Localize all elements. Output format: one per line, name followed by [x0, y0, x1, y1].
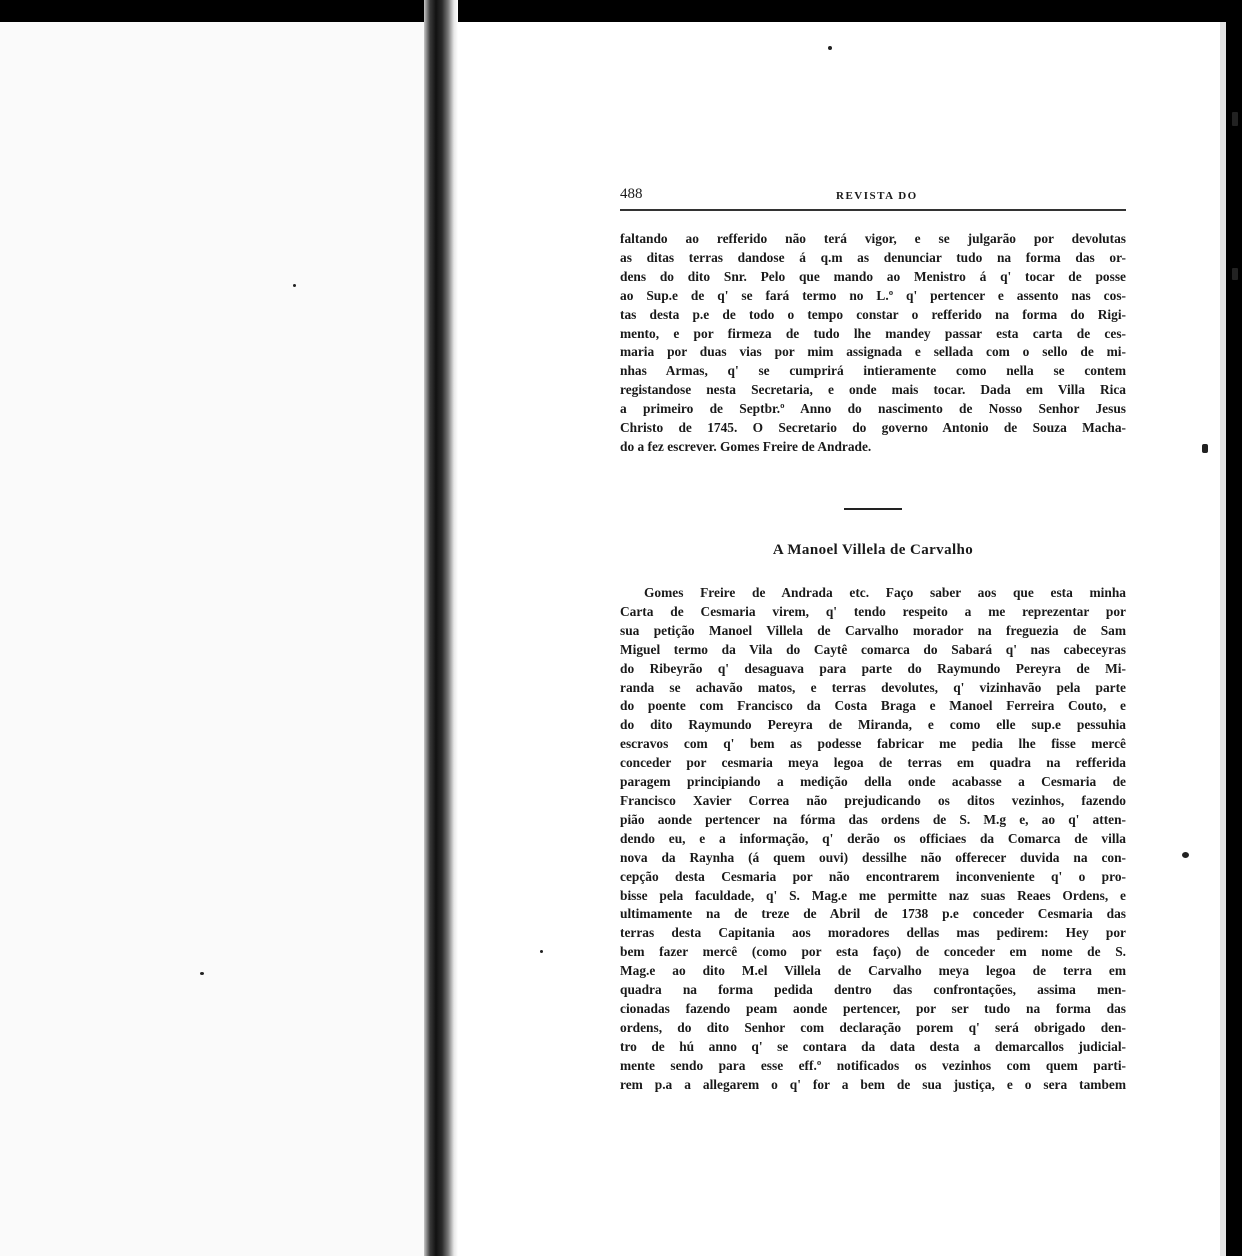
opening-paragraph: [620, 230, 1126, 457]
scan-speck: [828, 46, 832, 50]
text-line: Christo de 1745. O Secretario do governo Antonio de Souza Macha-: [620, 420, 1126, 436]
section-divider: [844, 508, 902, 510]
facing-blank-page: [0, 22, 424, 1256]
text-line: bem fazer mercê (como por esta faço) de conceder em nome de S.: [620, 944, 1126, 960]
text-line: Francisco Xavier Correa não prejudicando os ditos vezinhos, fazendo: [620, 792, 1126, 808]
journal-page: [620, 180, 1126, 1092]
scan-speck: [200, 972, 204, 975]
text-line: conceder por cesmaria meya legoa de terras em quadra na refferida: [620, 755, 1126, 771]
text-line: Mag.e ao dito M.el Villela de Carvalho meya legoa de terra em: [620, 963, 1126, 979]
text-line: bisse pela faculdade, q' S. Mag.e me permitte naz suas Reaes Ordens, e: [620, 887, 1126, 903]
text-line: ordens, do dito Senhor com declaração porem q' será obrigado den-: [620, 1019, 1126, 1035]
text-line: tro de hú anno q' se contara da data desta a demarcallos judicial-: [620, 1038, 1126, 1054]
text-line: ultimamente na de treze de Abril de 1738 p.e conceder Cesmaria das: [620, 906, 1126, 922]
book-gutter: [424, 0, 458, 1256]
text-line: do Ribeyrão q' desaguava para parte do Raymundo Pereyra de Mi-: [620, 660, 1126, 676]
running-head: [620, 180, 1126, 204]
scan-speck: [1202, 444, 1208, 453]
scan-speck: [1182, 852, 1189, 858]
text-line: do dito Raymundo Pereyra de Miranda, e como elle sup.e pessuhia: [620, 717, 1126, 733]
text-line: randa se achavão matos, e terras devolutes, q' vizinhavão pela parte: [620, 679, 1126, 695]
text-line: faltando ao refferido não terá vigor, e se julgarão por devolutas: [620, 231, 1126, 246]
text-line: Carta de Cesmaria virem, q' tendo respeito a me reprezentar por: [620, 603, 1126, 619]
text-line: Miguel termo da Vila do Caytê comarca do Sabará q' nas cabeceyras: [620, 641, 1126, 657]
text-line: cionadas fazendo peam aonde pertencer, por ser tudo na forma das: [620, 1000, 1126, 1016]
text-line: as ditas terras dandose á q.m as denunciar tudo na forma das or-: [620, 249, 1126, 265]
text-line: escravos com q' bem as podesse fabricar me pedia lhe fisse mercê: [620, 736, 1126, 752]
scan-top-border: [0, 0, 1242, 22]
text-line: tas desta p.e de todo o tempo constar o refferido na forma do Rigi-: [620, 306, 1126, 322]
text-line: maria por duas vias por mim assignada e sellada com o sello de mi-: [620, 344, 1126, 360]
text-line: quadra na forma pedida dentro das confrontações, assima men-: [620, 982, 1126, 998]
scan-speck: [1232, 268, 1238, 280]
text-line: dendo eu, e a informação, q' derão os officiaes da Comarca de villa: [620, 830, 1126, 846]
text-line: Gomes Freire de Andrada etc. Faço saber aos que esta minha: [644, 585, 1126, 600]
text-line: mento, e por firmeza de tudo lhe mandey passar esta carta de ces-: [620, 325, 1126, 341]
grant-paragraph: [620, 584, 1126, 1094]
page-number: 488: [620, 186, 643, 202]
section-heading: A Manoel Villela de Carvalho: [772, 542, 974, 558]
header-rule: [620, 209, 1126, 211]
text-line: rem p.a a allegarem o q' for a bem de sua justiça, e o sera tambem: [620, 1076, 1126, 1092]
text-line: pião aonde pertencer na fórma das ordens de S. M.g e, ao q' atten-: [620, 811, 1126, 827]
scan-speck: [540, 950, 543, 953]
text-line: nova da Raynha (á quem ouvi) dessilhe não offerecer duvida na con-: [620, 849, 1126, 865]
text-line: do a fez escrever. Gomes Freire de Andrade.: [620, 438, 872, 454]
text-line: mente sendo para esse eff.º notificados os vezinhos com quem parti-: [620, 1057, 1126, 1073]
text-line: dens do dito Snr. Pelo que mando ao Menistro á q' tocar de posse: [620, 268, 1126, 284]
scan-speck: [293, 284, 296, 287]
text-line: terras desta Capitania aos moradores dellas mas pedirem: Hey por: [620, 925, 1126, 941]
text-line: a primeiro de Septbr.º Anno do nascimento de Nosso Senhor Jesus: [620, 401, 1126, 417]
text-line: cepção desta Cesmaria por não encontrarem inconveniente q' o pro-: [620, 868, 1126, 884]
running-title: REVISTA DO: [836, 190, 918, 202]
text-line: sua petição Manoel Villela de Carvalho morador na freguezia de Sam: [620, 622, 1126, 638]
scan-right-border: [1226, 0, 1242, 1256]
text-line: ao Sup.e de q' se fará termo no L.º q' pertencer e assento nas cos-: [620, 287, 1126, 303]
text-line: do poente com Francisco da Costa Braga e Manoel Ferreira Couto, e: [620, 698, 1126, 714]
text-line: paragem principiando a medição della onde acabasse a Cesmaria de: [620, 774, 1126, 790]
scan-speck: [1232, 112, 1238, 126]
text-line: nhas Armas, q' se cumprirá intieramente como nella se contem: [620, 363, 1126, 379]
text-line: registandose nesta Secretaria, e onde mais tocar. Dada em Villa Rica: [620, 382, 1126, 398]
